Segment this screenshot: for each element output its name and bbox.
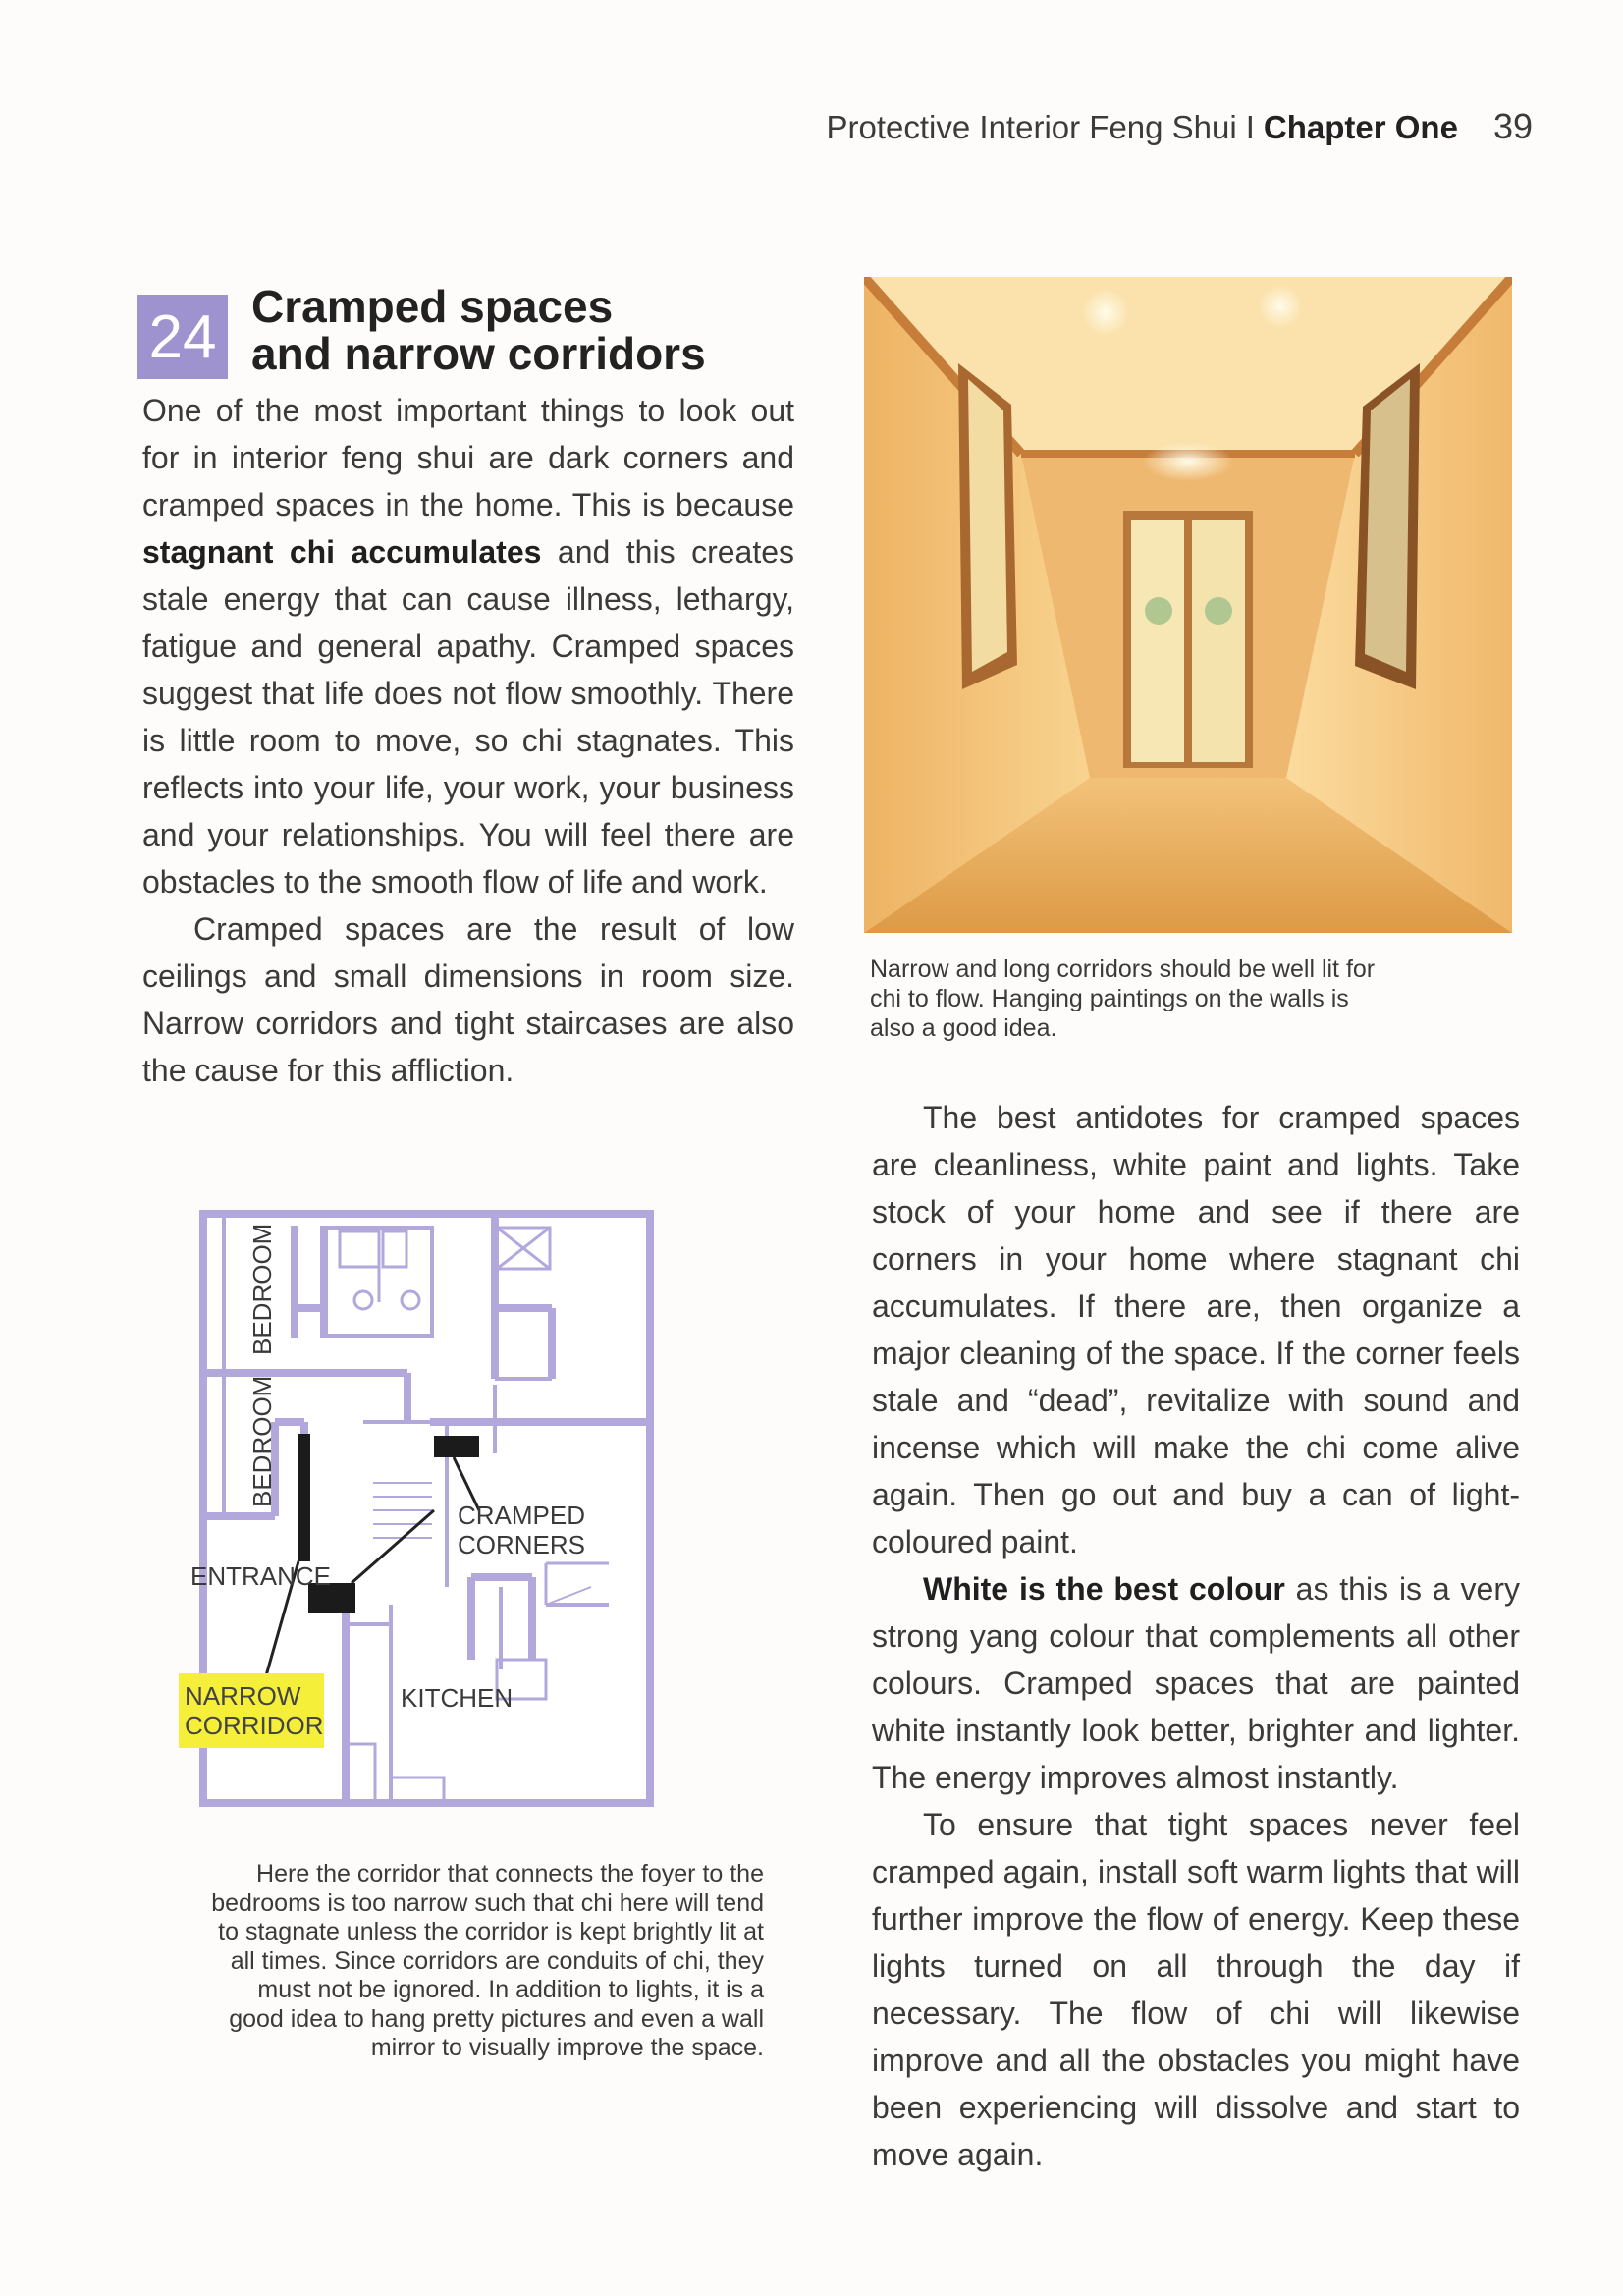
corridor-photo [864,277,1512,933]
section-number-badge: 24 [137,295,228,379]
narrow-label-line2: CORRIDOR [185,1711,324,1740]
ceiling-light [1143,442,1233,481]
chapter-label: Chapter One [1263,109,1458,145]
glass-door-right [1192,520,1245,762]
section-title-line1: Cramped spaces [251,281,614,332]
right-p2-text: as this is a very strong yang colour that complements all other colours. Cramped spaces that are painted white instantly look better, brighter and lighter. The energy improves almost instantly. [872,1571,1521,1795]
cramped-corners-label [458,1501,585,1559]
right-paragraph-2 [872,1565,1520,1801]
header-separator: I [1245,109,1255,145]
narrow-corridor-block [298,1434,310,1561]
left-p1-text-a: One of the most important things to look out for in interior feng shui are dark corners and cramped spaces in the home. This is because [142,393,794,522]
page-number: 39 [1492,106,1533,146]
left-paragraph-1 [142,387,794,905]
cramped-label-line1: CRAMPED [458,1501,586,1530]
floor-plan-caption: Here the corridor that connects the foyer to the bedrooms is too narrow such that chi here will tend to stagnate unless the corridor is kept brightly lit at all times. Since corridors are conduits of chi, they must not be ignored. In addition to lights, it is a good idea to hang pretty pictures and even a wall mirror to visually improve the space. [211,1860,764,2061]
narrow-label-line1: NARROW [185,1681,301,1711]
corridor-illustration [864,277,1512,933]
photo-caption: Narrow and long corridors should be well lit for chi to flow. Hanging paintings on the walls is also a good idea. [870,956,1376,1042]
kitchen-label: KITCHEN [401,1683,514,1713]
left-p1-text-b: and this creates stale energy that can cause illness, lethargy, fatigue and general apathy. Cramped spaces suggest that life does not flow smoothly. There is little room to move, so chi stagnates. This reflects into your life, your work, your business and your relationships. You will feel there are obstacles to the smooth flow of life and work. [142,534,794,900]
running-title: Protective Interior Feng Shui [826,109,1237,145]
left-p1-bold: stagnant chi accumulates [142,534,542,570]
ceiling-light [1082,289,1129,336]
glass-door-left [1131,520,1184,762]
bedroom-label-top: BEDROOM [247,1223,277,1355]
left-paragraph-2: Cramped spaces are the result of low ceilings and small dimensions in room size. Narrow corridors and tight staircases are also the cause for this affliction. [142,911,794,1088]
bedroom-label-bottom: BEDROOM [247,1375,277,1507]
right-column-text [872,1094,1520,2178]
right-paragraph-1: The best antidotes for cramped spaces are cleanliness, white paint and lights. Take stock of your home and see if there are corners in your home where stagnant chi accumulates. If there are, then organize a major cleaning of the space. If the corner feels stale and “dead”, revitalize with sound and incense which will make the chi come alive again. Then go out and buy a can of light-coloured paint. [872,1100,1520,1559]
left-column-text [142,387,794,1094]
cramped-corner-block-upper [434,1436,479,1457]
running-header [827,106,1533,147]
section-title-line2: and narrow corridors [251,328,706,379]
cramped-label-line2: CORNERS [458,1530,586,1559]
narrow-corridor-label [179,1673,324,1748]
right-paragraph-3: To ensure that tight spaces never feel cramped again, install soft warm lights that will further improve the flow of energy. Keep these lights turned on all through the day if necessary. The flow of chi will likewise improve and all the obstacles you might have been experiencing will dissolve and start to move again. [872,1807,1520,2172]
section-title [251,283,706,377]
right-p2-bold: White is the best colour [923,1571,1285,1607]
ceiling-light [1259,285,1302,328]
entrance-label: ENTRANCE [190,1561,332,1591]
